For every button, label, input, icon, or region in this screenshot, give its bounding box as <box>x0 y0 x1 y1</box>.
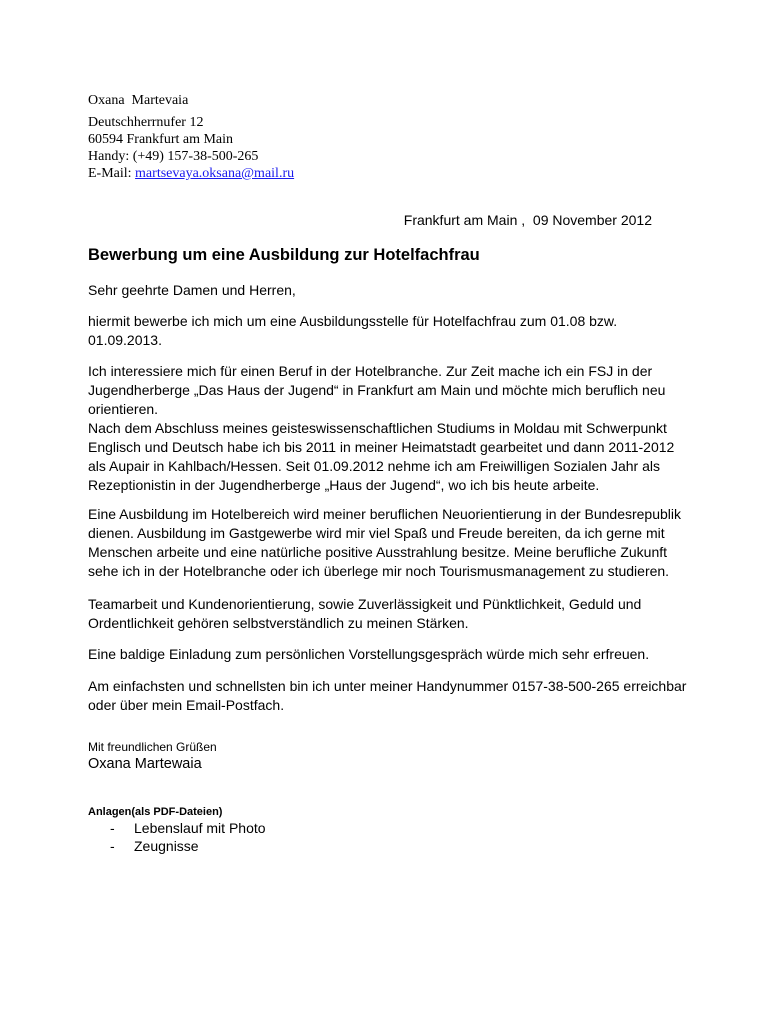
email-link[interactable]: martsevaya.oksana@mail.ru <box>135 166 295 181</box>
paragraph-intro <box>88 312 688 350</box>
paragraph-text: Eine baldige Einladung zum persönlichen Vorstellungsgespräch würde mich sehr erfreuen. <box>88 646 650 662</box>
paragraph-text: Eine Ausbildung im Hotelbereich wird meiner beruflichen Neuorientierung in der Bundesrepublik dienen. Ausbildung im Gastgewerbe wird mir viel Spaß und Freude bereiten, da ich gerne mit Menschen arbeite und eine natürliche positive Ausstrahlung besitze. Meine berufliche Zukunft sehe ich in der Hotelbranche oder ich überlege mir noch Tourismusmanagement zu studieren. <box>88 506 682 579</box>
signature-name: Oxana Martewaia <box>88 756 202 772</box>
paragraph-text: Am einfachsten und schnellsten bin ich unter meiner Handynummer 0157-38-500-265 erreichbar oder über mein Email-Postfach. <box>88 678 687 713</box>
salutation: Sehr geehrte Damen und Herren, <box>88 282 296 298</box>
sender-city: 60594 Frankfurt am Main <box>88 132 234 147</box>
date-line: Frankfurt am Main , 09 November 2012 <box>403 212 652 228</box>
subject-heading: Bewerbung um eine Ausbildung zur Hotelfachfrau <box>88 246 480 264</box>
sender-name: Oxana Martevaia <box>88 93 189 108</box>
list-bullet: - <box>110 820 115 836</box>
paragraph-text: Ich interessiere mich für einen Beruf in der Hotelbranche. Zur Zeit mache ich ein FSJ in der Jugendherberge „Das Haus der Jugend“ in Frankfurt am Main und möchte mich beruflich neu orientieren. <box>88 363 666 417</box>
paragraph-invitation <box>88 645 688 664</box>
list-bullet: - <box>110 838 115 854</box>
attachment-label: Lebenslauf mit Photo <box>134 820 266 836</box>
closing: Mit freundlichen Grüßen <box>88 740 217 754</box>
paragraph-text: hiermit bewerbe ich mich um eine Ausbildungsstelle für Hotelfachfrau zum 01.08 bzw. 01.09.2013. <box>88 313 618 348</box>
sender-phone: Handy: (+49) 157-38-500-265 <box>88 149 259 164</box>
paragraph-text: Teamarbeit und Kundenorientierung, sowie Zuverlässigkeit und Pünktlichkeit, Geduld und Ordentlichkeit gehören selbstverständlich zu meinen Stärken. <box>88 596 642 631</box>
paragraph-contact <box>88 677 688 715</box>
paragraph-text: Nach dem Abschluss meines geisteswissenschaftlichen Studiums in Moldau mit Schwerpunkt Englisch und Deutsch habe ich bis 2011 in meiner Heimatstadt gearbeitet und dann 2011-2012 als Aupair in Kahlbach/Hessen. Seit 01.09.2012 nehme ich am Freiwilligen Sozialen Jahr als Rezeptionistin in der Jugendherberge „Haus der Jugend“, wo ich bis heute arbeite. <box>88 420 675 493</box>
sender-email-line <box>88 165 688 182</box>
attachments-title: Anlagen(als PDF-Dateien) <box>88 806 223 818</box>
sender-street: Deutschherrnufer 12 <box>88 115 204 130</box>
sender-address <box>88 114 688 182</box>
paragraph-motivation <box>88 505 688 581</box>
paragraph-background <box>88 362 688 495</box>
paragraph-strengths <box>88 595 688 633</box>
email-label: E-Mail: <box>88 166 136 181</box>
attachment-label: Zeugnisse <box>134 838 199 854</box>
